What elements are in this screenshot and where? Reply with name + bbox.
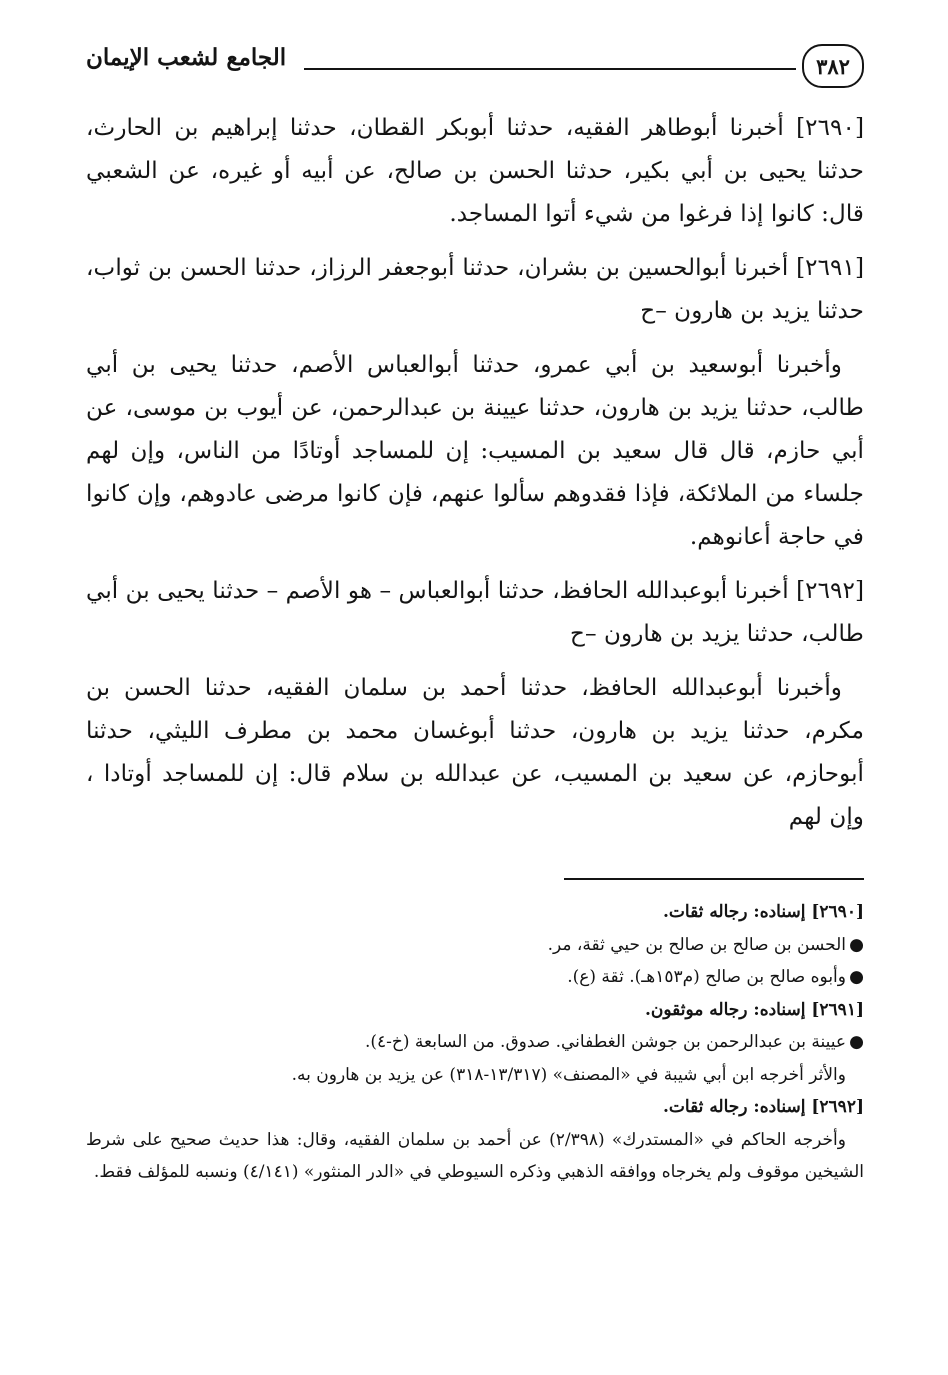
main-text <box>86 106 864 838</box>
footnote-2692-heading: [٢٦٩٢] إسناده: رجاله ثقات. <box>662 1097 864 1117</box>
bullet-icon: ● <box>849 967 864 987</box>
hadith-2691: [٢٦٩١] أخبرنا أبوالحسين بن بشران، حدثنا أبوجعفر الرزاز، حدثنا الحسن بن ثواب، حدثنا يزيد بن هارون –ح <box>86 254 864 324</box>
footnote-2691-heading: [٢٦٩١] إسناده: رجاله موثقون. <box>644 999 864 1020</box>
footnote-separator <box>564 878 864 880</box>
footnote-item-text: عيينة بن عبدالرحمن بن جوشن الغطفاني. صدوق. من السابعة (خ-٤). <box>364 1032 846 1052</box>
bullet-icon: ● <box>849 934 864 955</box>
header-rule <box>304 68 796 70</box>
hadith-2692: [٢٦٩٢] أخبرنا أبوعبدالله الحافظ، حدثنا أبوالعباس – هو الأصم – حدثنا يحيى بن أبي طالب، حدثنا يزيد بن هارون –ح <box>86 577 864 647</box>
footnote-item-text: وأبوه صالح بن صالح (م١٥٣هـ). ثقة (ع). <box>567 967 846 987</box>
footnote-2691-item-1 <box>86 1026 864 1059</box>
footnote-2690-heading: [٢٦٩٠] إسناده: رجاله ثقات. <box>662 902 864 922</box>
hadith-2690: [٢٦٩٠] أخبرنا أبوطاهر الفقيه، حدثنا أبوبكر القطان، حدثنا إبراهيم بن الحارث، حدثنا يحيى بن أبي بكير، حدثنا الحسن بن صالح، عن أبيه أو غيره، عن الشعبي قال: كانوا إذا فرغوا من شيء أتوا المساجد. <box>86 114 864 227</box>
footnote-2690-item-1 <box>86 929 864 962</box>
running-header <box>86 34 864 106</box>
footnote-item-text: الحسن بن صالح بن صالح بن حيي ثقة، مر. <box>547 934 846 955</box>
page-number: ٣٨٢ <box>802 44 864 88</box>
footnote-2691-text: والأثر أخرجه ابن أبي شيبة في «المصنف» (١٣/٣١٧-٣١٨) عن يزيد بن هارون به. <box>291 1064 846 1085</box>
book-title: الجامع لشعب الإيمان <box>86 44 287 71</box>
footnote-2690-item-2 <box>86 961 864 994</box>
footnote-2692-text: وأخرجه الحاكم في «المستدرك» (٢/٣٩٨) عن أحمد بن سلمان الفقيه، وقال: هذا حديث صحيح على شرط الشيخين موقوف ولم يخرجاه ووافقه الذهبي وذكره السيوطي في «الدر المنثور» (٤/١٤١) ونسبه للمؤلف فقط. <box>86 1129 864 1182</box>
footnotes <box>86 896 864 1189</box>
hadith-2691-second-chain: وأخبرنا أبوسعيد بن أبي عمرو، حدثنا أبوالعباس الأصم، حدثنا يحيى بن أبي طالب، حدثنا يزيد بن هارون، حدثنا عيينة بن عبدالرحمن، عن أيوب بن موسى، عن أبي حازم، قال قال سعيد بن المسيب: إن للمساجد أوتادًا من الناس، وإن لهم جلساء من الملائكة، فإذا فقدوهم سألوا عنهم، فإن كانوا مرضى عادوهم، وإن كانوا في حاجة أعانوهم. <box>86 351 864 550</box>
bullet-icon: ● <box>849 1032 864 1052</box>
hadith-2692-second-chain: وأخبرنا أبوعبدالله الحافظ، حدثنا أحمد بن سلمان الفقيه، حدثنا الحسن بن مكرم، حدثنا يزيد بن هارون، حدثنا أبوغسان محمد بن مطرف الليثي، حدثنا أبوحازم، عن سعيد بن المسيب، عن عبدالله بن سلام قال: إن للمساجد أوتادا ، وإن لهم <box>86 674 864 830</box>
